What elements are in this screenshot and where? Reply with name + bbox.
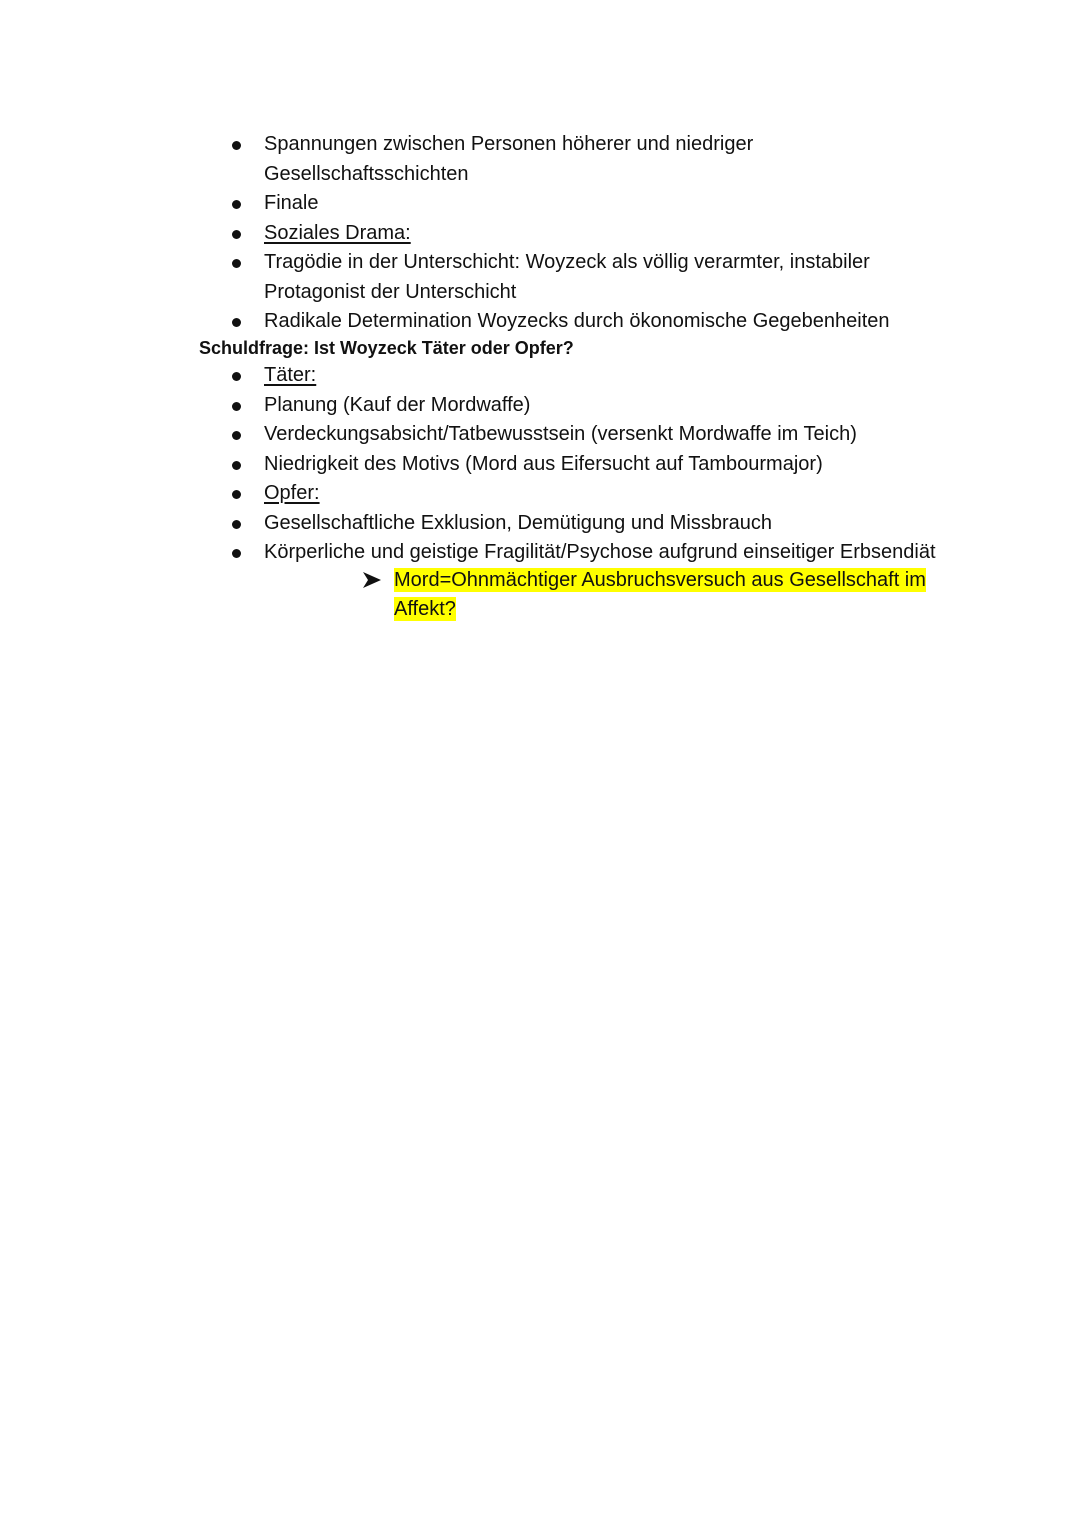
list-item (228, 509, 1008, 539)
list-item (228, 189, 1008, 219)
conclusion-block (360, 566, 960, 623)
list-item (228, 391, 1008, 421)
list-item (228, 479, 1008, 509)
list-item (228, 130, 1008, 189)
bullet-list-drama (228, 130, 1008, 337)
arrow-right-icon (360, 570, 384, 590)
list-item-text: Planung (Kauf der Mordwaffe) (264, 393, 531, 416)
bullet-icon (232, 549, 241, 558)
bullet-icon (232, 490, 241, 499)
list-item (228, 538, 1008, 568)
list-item (228, 420, 1008, 450)
list-item-text: Gesellschaftsschichten (264, 162, 469, 185)
bullet-icon (232, 259, 241, 268)
bullet-icon (232, 141, 241, 150)
list-item (228, 361, 1008, 391)
bullet-icon (232, 230, 241, 239)
list-item (228, 307, 1008, 337)
bullet-icon (232, 372, 241, 381)
bullet-list-schuldfrage (228, 361, 1008, 568)
list-item (228, 248, 1008, 307)
list-item-text: Verdeckungsabsicht/Tatbewusstsein (versenkt Mordwaffe im Teich) (264, 423, 857, 445)
list-item-text: Täter: (264, 364, 317, 386)
bullet-icon (232, 431, 241, 440)
list-item-text: Spannungen zwischen Personen höherer und niedriger (264, 133, 754, 155)
list-item-text: Körperliche und geistige Fragilität/Psychose aufgrund einseitiger Erbsendiät (264, 541, 936, 563)
list-item-text: Gesellschaftliche Exklusion, Demütigung und Missbrauch (264, 511, 773, 534)
bullet-icon (232, 318, 241, 327)
list-item-text: Protagonist der Unterschicht (264, 280, 517, 303)
list-item (228, 219, 1008, 249)
bullet-icon (232, 520, 241, 529)
list-item (228, 450, 1008, 480)
list-item-text: Tragödie in der Unterschicht: Woyzeck als völlig verarmter, instabiler (264, 251, 870, 273)
section-heading: Schuldfrage: Ist Woyzeck Täter oder Opfer? (199, 338, 574, 358)
list-item-text: Opfer: (264, 482, 320, 504)
list-item-text: Soziales Drama: (264, 221, 411, 244)
list-item-text: Radikale Determination Woyzecks durch ökonomische Gegebenheiten (264, 310, 890, 332)
conclusion-line-2: Affekt? (394, 597, 456, 620)
list-item-text: Niedrigkeit des Motivs (Mord aus Eifersucht auf Tambourmajor) (264, 452, 823, 475)
list-item-text: Finale (264, 192, 319, 214)
bullet-icon (232, 402, 241, 411)
conclusion-line-1: Mord=Ohnmächtiger Ausbruchsversuch aus Gesellschaft im (394, 569, 926, 591)
bullet-icon (232, 200, 241, 209)
bullet-icon (232, 461, 241, 470)
